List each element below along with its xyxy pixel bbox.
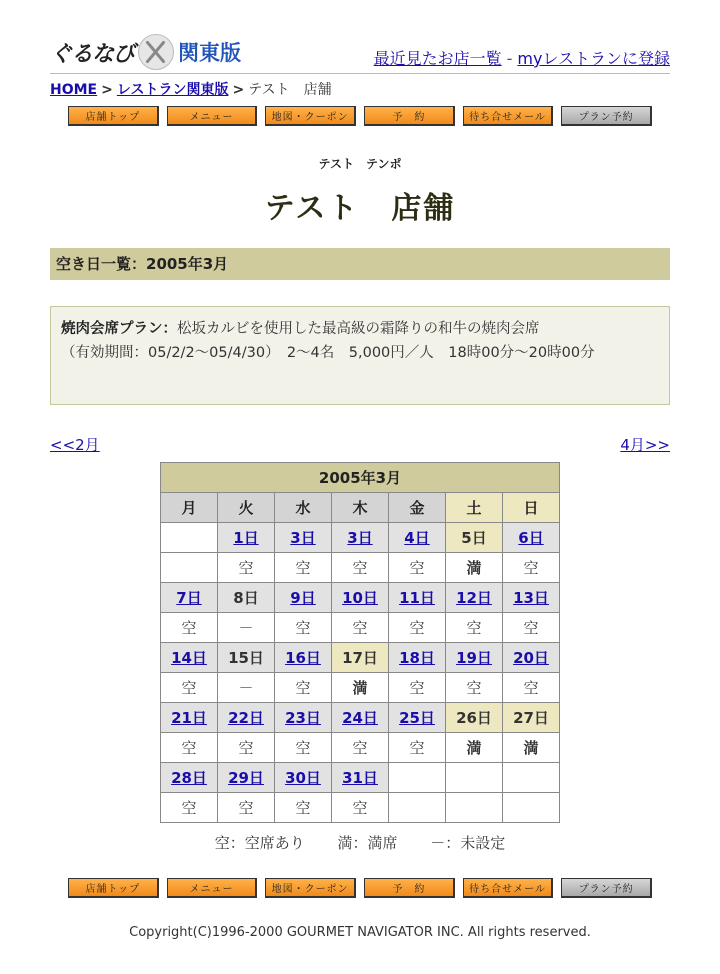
plan-title: 焼肉会席プラン： (61, 321, 177, 337)
calendar-status-row (161, 553, 560, 583)
calendar-status-cell: 空 (503, 673, 560, 703)
calendar-date-link[interactable]: 7日 (176, 589, 202, 607)
calendar-date-label: 5日 (461, 529, 487, 547)
fork-knife-icon (138, 34, 174, 70)
calendar-date-link[interactable]: 23日 (285, 709, 321, 727)
calendar-status-cell: 満 (503, 733, 560, 763)
calendar-date-label: 17日 (342, 649, 378, 667)
calendar-date-cell (446, 703, 503, 733)
calendar-status-cell: 空 (446, 673, 503, 703)
calendar-status-cell: 空 (218, 553, 275, 583)
calendar-empty-cell (161, 523, 218, 553)
weekday-header: 土 (446, 493, 503, 523)
calendar-date-cell (161, 643, 218, 673)
shop-name-kana: テスト テンポ (318, 157, 402, 171)
nav-reserve-button[interactable]: 予 約 (364, 106, 455, 126)
plan-description: 松坂カルビを使用した最高級の霜降りの和牛の焼肉会席 (177, 321, 540, 337)
calendar-date-cell (503, 643, 560, 673)
calendar-date-cell (389, 523, 446, 553)
site-logo[interactable] (50, 34, 241, 70)
weekday-header: 火 (218, 493, 275, 523)
calendar-date-row (161, 523, 560, 553)
nav-plan-reserve-button[interactable]: プラン予約 (561, 878, 652, 898)
calendar-status-cell: 空 (275, 553, 332, 583)
calendar-legend (0, 832, 720, 853)
calendar-status-cell: 空 (389, 613, 446, 643)
calendar-empty-cell (446, 793, 503, 823)
nav-reserve-button[interactable]: 予 約 (364, 878, 455, 898)
calendar-status-cell: 満 (332, 673, 389, 703)
header-divider (50, 73, 670, 74)
next-month-link[interactable]: 4月>> (620, 436, 670, 454)
calendar-status-cell: 空 (161, 673, 218, 703)
nav-meeting-mail-button[interactable]: 待ち合せメール (463, 106, 554, 126)
calendar-date-cell (389, 703, 446, 733)
breadcrumb-home-link[interactable]: HOME (50, 82, 98, 98)
calendar-date-link[interactable]: 25日 (399, 709, 435, 727)
calendar-date-cell (389, 643, 446, 673)
calendar-date-cell (389, 583, 446, 613)
calendar-date-link[interactable]: 6日 (518, 529, 544, 547)
calendar-date-label: 15日 (228, 649, 264, 667)
calendar-date-cell (332, 703, 389, 733)
calendar-empty-cell (389, 793, 446, 823)
availability-heading: 空き日一覧：2005年3月 (50, 248, 670, 280)
calendar-date-cell (275, 703, 332, 733)
calendar-status-cell: 満 (446, 733, 503, 763)
calendar-status-cell: 空 (503, 553, 560, 583)
logo-text: ぐるなび (50, 41, 135, 67)
calendar-date-link[interactable]: 14日 (171, 649, 207, 667)
calendar-status-cell: － (218, 613, 275, 643)
calendar-status-cell: 空 (332, 553, 389, 583)
calendar-date-cell (332, 643, 389, 673)
calendar-caption: 2005年3月 (161, 463, 560, 493)
calendar-status-cell: 空 (161, 733, 218, 763)
calendar-date-link[interactable]: 13日 (513, 589, 549, 607)
calendar-date-link[interactable]: 1日 (233, 529, 259, 547)
calendar-date-link[interactable]: 18日 (399, 649, 435, 667)
nav-map-coupon-button[interactable]: 地図・クーポン (265, 878, 356, 898)
calendar-date-cell (503, 703, 560, 733)
calendar-date-link[interactable]: 9日 (290, 589, 316, 607)
legend-full: 満：満席 (337, 834, 398, 852)
calendar-date-label: 26日 (456, 709, 492, 727)
nav-shop-top-button[interactable]: 店舗トップ (68, 106, 159, 126)
calendar-date-cell (503, 583, 560, 613)
calendar-status-cell: 空 (389, 733, 446, 763)
weekday-header-row (161, 493, 560, 523)
calendar-date-label: 27日 (513, 709, 549, 727)
shop-nav-bottom (68, 878, 652, 898)
region-label: 関東版 (178, 41, 242, 65)
weekday-header: 日 (503, 493, 560, 523)
calendar-status-cell: 満 (446, 553, 503, 583)
calendar-date-cell (218, 583, 275, 613)
nav-meeting-mail-button[interactable]: 待ち合せメール (463, 878, 554, 898)
availability-calendar (160, 462, 560, 823)
calendar-status-cell: 空 (275, 733, 332, 763)
calendar-date-link[interactable]: 21日 (171, 709, 207, 727)
calendar-date-cell (275, 643, 332, 673)
calendar-date-cell (503, 523, 560, 553)
breadcrumb-separator: > (232, 82, 245, 98)
calendar-status-cell: 空 (161, 793, 218, 823)
recent-shops-link[interactable]: 最近見たお店一覧 (373, 49, 502, 68)
nav-map-coupon-button[interactable]: 地図・クーポン (265, 106, 356, 126)
calendar-status-cell: 空 (389, 553, 446, 583)
weekday-header: 金 (389, 493, 446, 523)
calendar-date-cell (275, 583, 332, 613)
calendar-date-cell (332, 583, 389, 613)
plan-box (50, 306, 670, 405)
calendar-status-cell: 空 (275, 793, 332, 823)
prev-month-link[interactable]: <<2月 (50, 436, 100, 454)
calendar-status-cell: 空 (332, 613, 389, 643)
calendar-date-link[interactable]: 19日 (456, 649, 492, 667)
calendar-status-row (161, 793, 560, 823)
nav-menu-button[interactable]: メニュー (167, 106, 258, 126)
shop-nav-top (68, 106, 652, 126)
calendar-date-link[interactable]: 11日 (399, 589, 435, 607)
shop-name: テスト 店舗 (264, 191, 456, 226)
calendar-status-row (161, 733, 560, 763)
calendar-date-link[interactable]: 16日 (285, 649, 321, 667)
calendar-date-cell (218, 643, 275, 673)
calendar-status-cell: 空 (332, 793, 389, 823)
calendar-status-cell: 空 (332, 733, 389, 763)
calendar-date-link[interactable]: 29日 (228, 769, 264, 787)
calendar-date-cell (446, 643, 503, 673)
top-links (374, 46, 670, 69)
weekday-header: 水 (275, 493, 332, 523)
legend-available: 空：空席あり (214, 834, 305, 852)
calendar-date-cell (218, 763, 275, 793)
weekday-header: 月 (161, 493, 218, 523)
calendar-date-cell (332, 763, 389, 793)
link-separator: - (506, 49, 513, 68)
calendar-date-link[interactable]: 28日 (171, 769, 207, 787)
breadcrumb-section-link[interactable]: レストラン関東版 (116, 82, 229, 98)
calendar-status-cell: － (218, 673, 275, 703)
plan-details: （有効期間：05/2/2～05/4/30） 2～4名 5,000円／人 18時00分～20時00分 (61, 345, 595, 361)
legend-unset: －：未設定 (430, 834, 506, 852)
calendar-date-link[interactable]: 22日 (228, 709, 264, 727)
breadcrumb-separator: > (101, 82, 113, 98)
calendar-status-cell: 空 (446, 613, 503, 643)
calendar-empty-cell (503, 793, 560, 823)
calendar-empty-cell (161, 553, 218, 583)
calendar-status-cell: 空 (389, 673, 446, 703)
nav-menu-button[interactable]: メニュー (167, 878, 258, 898)
calendar-date-link[interactable]: 10日 (342, 589, 378, 607)
breadcrumb (50, 79, 332, 99)
calendar-status-cell: 空 (218, 793, 275, 823)
calendar-date-row (161, 763, 560, 793)
calendar-status-cell: 空 (503, 613, 560, 643)
calendar-date-row (161, 703, 560, 733)
register-my-restaurant-link[interactable]: myレストランに登録 (517, 49, 670, 68)
breadcrumb-current: テスト 店舗 (248, 82, 332, 98)
weekday-header: 木 (332, 493, 389, 523)
calendar-date-cell (161, 583, 218, 613)
calendar-status-row (161, 613, 560, 643)
calendar-date-link[interactable]: 31日 (342, 769, 378, 787)
nav-plan-reserve-button[interactable]: プラン予約 (561, 106, 652, 126)
calendar-date-cell (161, 763, 218, 793)
calendar-status-cell: 空 (275, 673, 332, 703)
copyright: Copyright(C)1996-2000 GOURMET NAVIGATOR INC. All rights reserved. (129, 925, 591, 940)
calendar-date-cell (275, 763, 332, 793)
calendar-date-cell (446, 583, 503, 613)
calendar-date-link[interactable]: 30日 (285, 769, 321, 787)
calendar-status-cell: 空 (218, 733, 275, 763)
calendar-date-row (161, 643, 560, 673)
calendar-date-label: 8日 (233, 589, 259, 607)
calendar-date-link[interactable]: 20日 (513, 649, 549, 667)
calendar-date-cell (161, 703, 218, 733)
calendar-empty-cell (446, 763, 503, 793)
calendar-status-row (161, 673, 560, 703)
calendar-date-cell (218, 703, 275, 733)
calendar-status-cell: 空 (161, 613, 218, 643)
calendar-date-link[interactable]: 3日 (290, 529, 316, 547)
calendar-date-row (161, 583, 560, 613)
calendar-date-link[interactable]: 24日 (342, 709, 378, 727)
calendar-date-link[interactable]: 3日 (347, 529, 373, 547)
calendar-empty-cell (503, 763, 560, 793)
calendar-date-cell (446, 523, 503, 553)
calendar-date-cell (332, 523, 389, 553)
nav-shop-top-button[interactable]: 店舗トップ (68, 878, 159, 898)
calendar-date-cell (275, 523, 332, 553)
calendar-date-link[interactable]: 12日 (456, 589, 492, 607)
calendar-status-cell: 空 (275, 613, 332, 643)
calendar-date-link[interactable]: 4日 (404, 529, 430, 547)
calendar-empty-cell (389, 763, 446, 793)
header (50, 32, 670, 72)
calendar-date-cell (218, 523, 275, 553)
